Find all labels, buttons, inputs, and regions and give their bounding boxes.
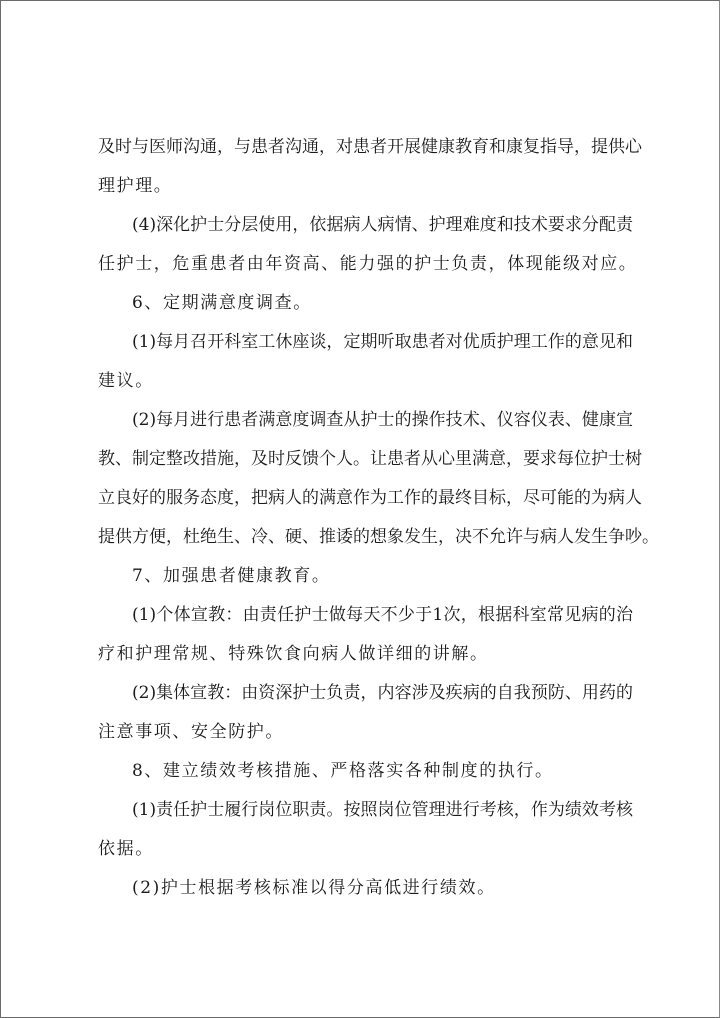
- text-line-2: 理护理。: [98, 176, 173, 196]
- section-heading-8: 8、建立绩效考核措施、严格落实各种制度的执行。: [132, 761, 554, 781]
- text-line-13: (1)个体宣教：由责任护士做每天不少于1次，根据科室常见病的治: [132, 605, 633, 625]
- text-line-6: (1)每月召开科室工休座谈，定期听取患者对优质护理工作的意见和: [132, 332, 633, 352]
- text-line-16: 注意事项、安全防护。: [98, 722, 284, 742]
- text-line-1: 及时与医师沟通，与患者沟通，对患者开展健康教育和康复指导，提供心: [98, 137, 642, 157]
- section-heading-6: 6、定期满意度调查。: [132, 293, 312, 313]
- section-heading-7: 7、加强患者健康教育。: [132, 566, 331, 586]
- text-line-7: 建议。: [98, 371, 154, 391]
- text-line-11: 提供方便，杜绝生、冷、硬、推诿的想象发生，决不允许与病人发生争吵。: [98, 527, 659, 547]
- text-line-8: (2)每月进行患者满意度调查从护士的操作技术、仪容仪表、健康宣: [132, 410, 633, 430]
- text-line-3: (4)深化护士分层使用，依据病人病情、护理难度和技术要求分配责: [132, 215, 633, 235]
- text-line-15: (2)集体宣教：由资深护士负责，内容涉及疾病的自我预防、用药的: [132, 683, 633, 703]
- text-line-14: 疗和护理常规、特殊饮食向病人做详细的讲解。: [98, 644, 489, 664]
- text-line-10: 立良好的服务态度，把病人的满意作为工作的最终目标，尽可能的为病人: [98, 488, 642, 508]
- text-line-20: (2)护士根据考核标准以得分高低进行绩效。: [132, 878, 496, 898]
- text-line-4: 任护士，危重患者由年资高、能力强的护士负责，体现能级对应。: [98, 254, 638, 274]
- text-line-9: 教、制定整改措施，及时反馈个人。让患者从心里满意，要求每位护士树: [98, 449, 642, 469]
- text-line-18: (1)责任护士履行岗位职责。按照岗位管理进行考核，作为绩效考核: [132, 800, 633, 820]
- text-line-19: 依据。: [98, 839, 154, 859]
